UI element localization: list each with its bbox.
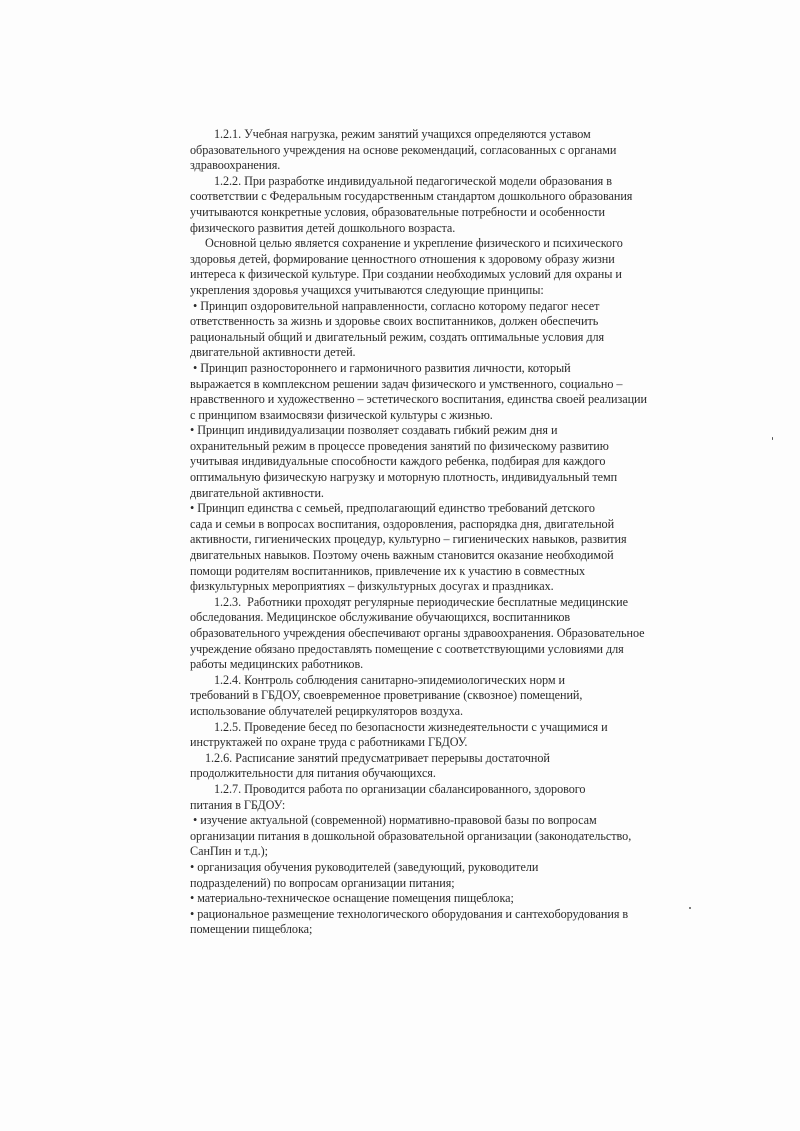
text-line: нравственного и художественно – эстетического воспитания, единства своей реализации: [190, 392, 648, 407]
text-line: двигательной активности детей.: [190, 345, 356, 360]
text-line: образовательного учреждения обеспечивают органы здравоохранения. Образовательное: [190, 626, 645, 640]
text-line: здоровья детей, формирование ценностного отношения к здоровому образу жизни: [190, 251, 615, 266]
text-line: продолжительности для питания обучающихся.: [190, 766, 436, 781]
text-line: 1.2.1. Учебная нагрузка, режим занятий учащихся определяются уставом: [190, 127, 591, 141]
text-line: СанПин и т.д.);: [190, 844, 268, 859]
text-line: 1.2.6. Расписание занятий предусматривает перерывы достаточной: [190, 750, 550, 765]
text-line: ответственность за жизнь и здоровье своих воспитанников, должен обеспечить: [190, 314, 599, 329]
text-line: требований в ГБДОУ, своевременное проветривание (сквозное) помещений,: [190, 688, 583, 703]
text-line: учитывая индивидуальные способности каждого ребенка, подбирая для каждого: [190, 454, 606, 469]
text-line: • Принцип разностороннего и гармоничного развития личности, который: [190, 360, 571, 375]
text-line: физического развития детей дошкольного возраста.: [190, 220, 456, 235]
body-text: [190, 127, 660, 938]
text-line: • Принцип индивидуализации позволяет создавать гибкий режим дня и: [190, 423, 558, 438]
text-line: рациональный общий и двигательный режим, создать оптимальные условия для: [190, 329, 605, 344]
text-line: организации питания в дошкольной образовательной организации (законодательство,: [190, 828, 632, 843]
text-line: • материально-техническое оснащение помещения пищеблока;: [190, 891, 514, 906]
text-line: • рациональное размещение технологического оборудования и сантехоборудования в: [190, 906, 629, 921]
text-line: активности, гигиенических процедур, культурно – гигиенических навыков, развития: [190, 532, 627, 547]
text-line: с принципом взаимосвязи физической культуры с жизнью.: [190, 407, 493, 422]
text-line: • изучение актуальной (современной) нормативно-правовой базы по вопросам: [190, 813, 597, 828]
text-line: подразделений) по вопросам организации питания;: [190, 875, 455, 890]
scan-speck: [689, 907, 691, 909]
text-line: двигательной активности.: [190, 485, 324, 500]
text-line: 1.2.4. Контроль соблюдения санитарно-эпидемиологических норм и: [190, 672, 566, 687]
text-line: здравоохранения.: [190, 158, 281, 173]
text-line: использование облучателей рециркуляторов воздуха.: [190, 703, 464, 718]
text-line: соответствии с Федеральным государственным стандартом дошкольного образования: [190, 189, 633, 204]
text-line: охранительный режим в процессе проведения занятий по физическому развитию: [190, 438, 609, 453]
text-line: обследования. Медицинское обслуживание обучающихся, воспитанников: [190, 610, 571, 625]
text-line: оптимальную физическую нагрузку и моторную плотность, индивидуальный темп: [190, 470, 618, 485]
text-line: инструктажей по охране труда с работниками ГБДОУ.: [190, 735, 468, 750]
text-line: 1.2.7. Проводится работа по организации сбалансированного, здорового: [190, 781, 586, 796]
text-line: работы медицинских работников.: [190, 657, 364, 672]
text-line: двигательных навыков. Поэтому очень важным становится оказание необходимой: [190, 548, 614, 563]
text-line: • Принцип оздоровительной направленности, согласно которому педагог несет: [190, 298, 600, 313]
text-line: 1.2.5. Проведение бесед по безопасности жизнедеятельности с учащимися и: [190, 719, 608, 734]
text-line: • Принцип единства с семьей, предполагающий единство требований детского: [190, 501, 595, 516]
text-line: помощи родителям воспитанников, привлечение их к участию в совместных: [190, 563, 586, 578]
text-line: образовательного учреждения на основе рекомендаций, согласованных с органами: [190, 142, 617, 157]
scan-speck: [772, 437, 773, 440]
text-line: учитываются конкретные условия, образовательные потребности и особенности: [190, 204, 605, 219]
text-line: интереса к физической культуре. При создании необходимых условий для охраны и: [190, 267, 622, 282]
text-line: помещении пищеблока;: [190, 922, 313, 937]
text-line: 1.2.3. Работники проходят регулярные периодические бесплатные медицинские: [190, 594, 628, 609]
text-line: питания в ГБДОУ:: [190, 797, 286, 812]
text-line: выражается в комплексном решении задач физического и умственного, социально –: [190, 376, 623, 391]
text-line: • организация обучения руководителей (заведующий, руководители: [190, 859, 539, 874]
text-line: Основной целью является сохранение и укрепление физического и психического: [190, 236, 623, 251]
text-line: укрепления здоровья учащихся учитываются следующие принципы:: [190, 282, 544, 297]
text-line: 1.2.2. При разработке индивидуальной педагогической модели образования в: [190, 173, 612, 188]
text-line: физкультурных мероприятиях – физкультурных досугах и праздниках.: [190, 579, 554, 594]
text-line: учреждение обязано предоставлять помещение с соответствующими условиями для: [190, 641, 624, 656]
text-line: сада и семьи в вопросах воспитания, оздоровления, распорядка дня, двигательной: [190, 516, 615, 531]
